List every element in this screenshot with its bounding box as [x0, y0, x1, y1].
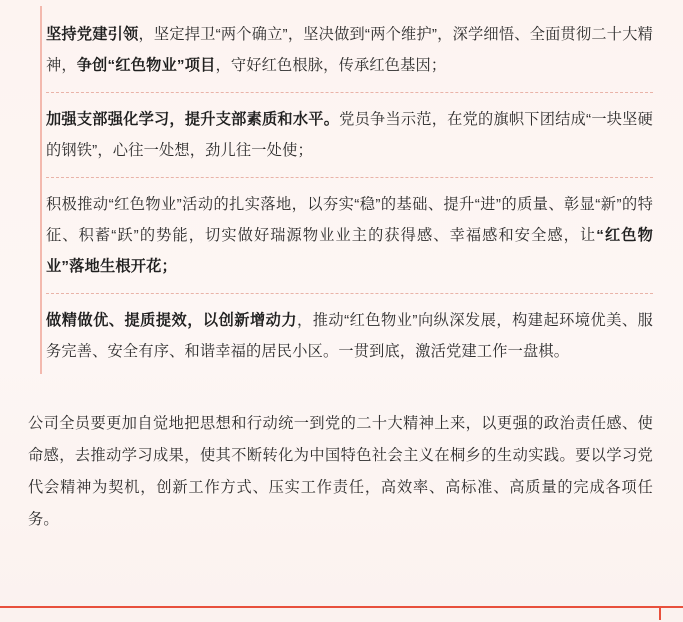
quote-lead-2: 加强支部强化学习，提升支部素质和水平。 [46, 111, 340, 128]
quote-paragraph-1 [46, 10, 653, 90]
quote-paragraph-3 [46, 180, 653, 291]
closing-section [0, 402, 683, 536]
quote-lead-1: 坚持党建引领 [46, 26, 139, 43]
quote-text-1a: ，坚定捍卫“两个确立”，坚决做到“两个维护”，深学细悟、全面贯彻二十大精神， [46, 26, 653, 74]
closing-paragraph: 公司全员要更加自觉地把思想和行动统一到党的二十大精神上来，以更强的政治责任感、使命感，去推动学习成果，使其不断转化为中国特色社会主义在桐乡的生动实践。要以学习党代会精神为契机，创新工作方式、压实工作责任，高效率、高标准、高质量的完成各项任务。 [28, 415, 653, 528]
bottom-decoration [0, 596, 683, 622]
dashed-divider-1 [46, 92, 653, 93]
quote-text-3a: 积极推动“红色物业”活动的扎实落地，以夯实“稳”的基础、提升“进”的质量、彰显“新”的特征、积蓄“跃”的势能，切实做好瑞源物业业主的获得感、幸福感和安全感，让 [46, 196, 653, 244]
vertical-rule [40, 6, 42, 374]
quote-text-1b: ，守好红色根脉，传承红色基因； [215, 57, 447, 74]
quote-emphasis-3: “红色物业”落地生根开花； [46, 227, 653, 275]
quote-paragraph-2 [46, 95, 653, 175]
quote-lead-4: 做精做优、提质提效，以创新增动力 [46, 312, 298, 329]
dashed-divider-2 [46, 177, 653, 178]
bottom-horizontal-rule [0, 606, 683, 608]
quote-emphasis-1: 争创“红色物业”项目 [76, 57, 216, 74]
quote-paragraph-4 [46, 296, 653, 376]
quote-text-2a: 党员争当示范，在党的旗帜下团结成“一块坚硬的钢铁”，心往一处想，劲儿往一处使； [46, 111, 653, 159]
quote-text-4a: ，推动“红色物业”向纵深发展，构建起环境优美、服务完善、安全有序、和谐幸福的居民小区。一贯到底，激活党建工作一盘棋。 [46, 312, 654, 360]
dashed-divider-3 [46, 293, 653, 294]
bottom-corner-rule [635, 606, 661, 608]
section-spacer [0, 384, 683, 402]
bottom-vertical-tick [659, 606, 661, 620]
